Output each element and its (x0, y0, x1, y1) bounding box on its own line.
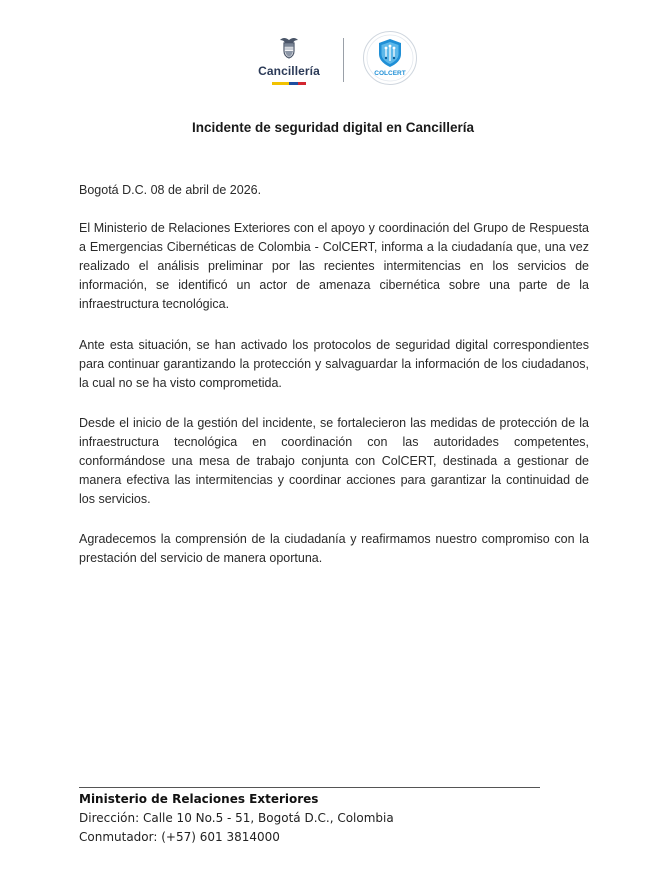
paragraph-protocols: Ante esta situación, se han activado los protocolos de seguridad digital correspondientes para continuar garantizando la protección y salvaguardar la información de los ciudadanos, la cual no se ha visto comprometida. (79, 338, 589, 390)
colcert-wordmark: COLCERT (374, 70, 406, 77)
flag-stripe-blue (289, 82, 298, 85)
document-title: Incidente de seguridad digital en Cancillería (191, 120, 475, 135)
colcert-logo (362, 30, 418, 86)
cancilleria-wordmark: Cancillería (258, 64, 320, 78)
header-logos (0, 30, 666, 92)
paragraph-closing: Agradecemos la comprensión de la ciudadanía y reafirmamos nuestro compromiso con la prestación del servicio de manera oportuna. (79, 532, 589, 565)
footer-divider (79, 787, 540, 788)
cancilleria-logo (250, 32, 328, 90)
footer-organization: Ministerio de Relaciones Exteriores (79, 792, 319, 806)
footer (79, 790, 599, 847)
flag-stripe-yellow (272, 82, 289, 85)
paragraph-announcement: El Ministerio de Relaciones Exteriores con el apoyo y coordinación del Grupo de Respuesta a Emergencias Cibernéticas de Colombia - ColCERT, informa a la ciudadanía que, una vez realizado el análisis preliminar por las recientes intermitencias en los servicios de información, se identificó un actor de amenaza cibernética sobre una parte de la infraestructura tecnológica. (79, 221, 589, 311)
footer-address: Dirección: Calle 10 No.5 - 51, Bogotá D.C., Colombia (79, 811, 394, 825)
footer-phone: Conmutador: (+57) 601 3814000 (79, 830, 280, 844)
logo-divider (343, 38, 344, 82)
date-line: Bogotá D.C. 08 de abril de 2026. (79, 183, 262, 197)
coat-of-arms-icon (278, 34, 300, 60)
colombia-flag-stripe (272, 82, 306, 85)
flag-stripe-red (298, 82, 306, 85)
paragraph-measures: Desde el inicio de la gestión del incidente, se fortalecieron las medidas de protección de la infraestructura tecnológica en coordinación con las autoridades competentes, conformándose una mesa de trabajo conjunta con ColCERT, destinada a gestionar de manera efectiva las intermitencias y coordinar acciones para garantizar la continuidad de los servicios. (79, 416, 589, 506)
